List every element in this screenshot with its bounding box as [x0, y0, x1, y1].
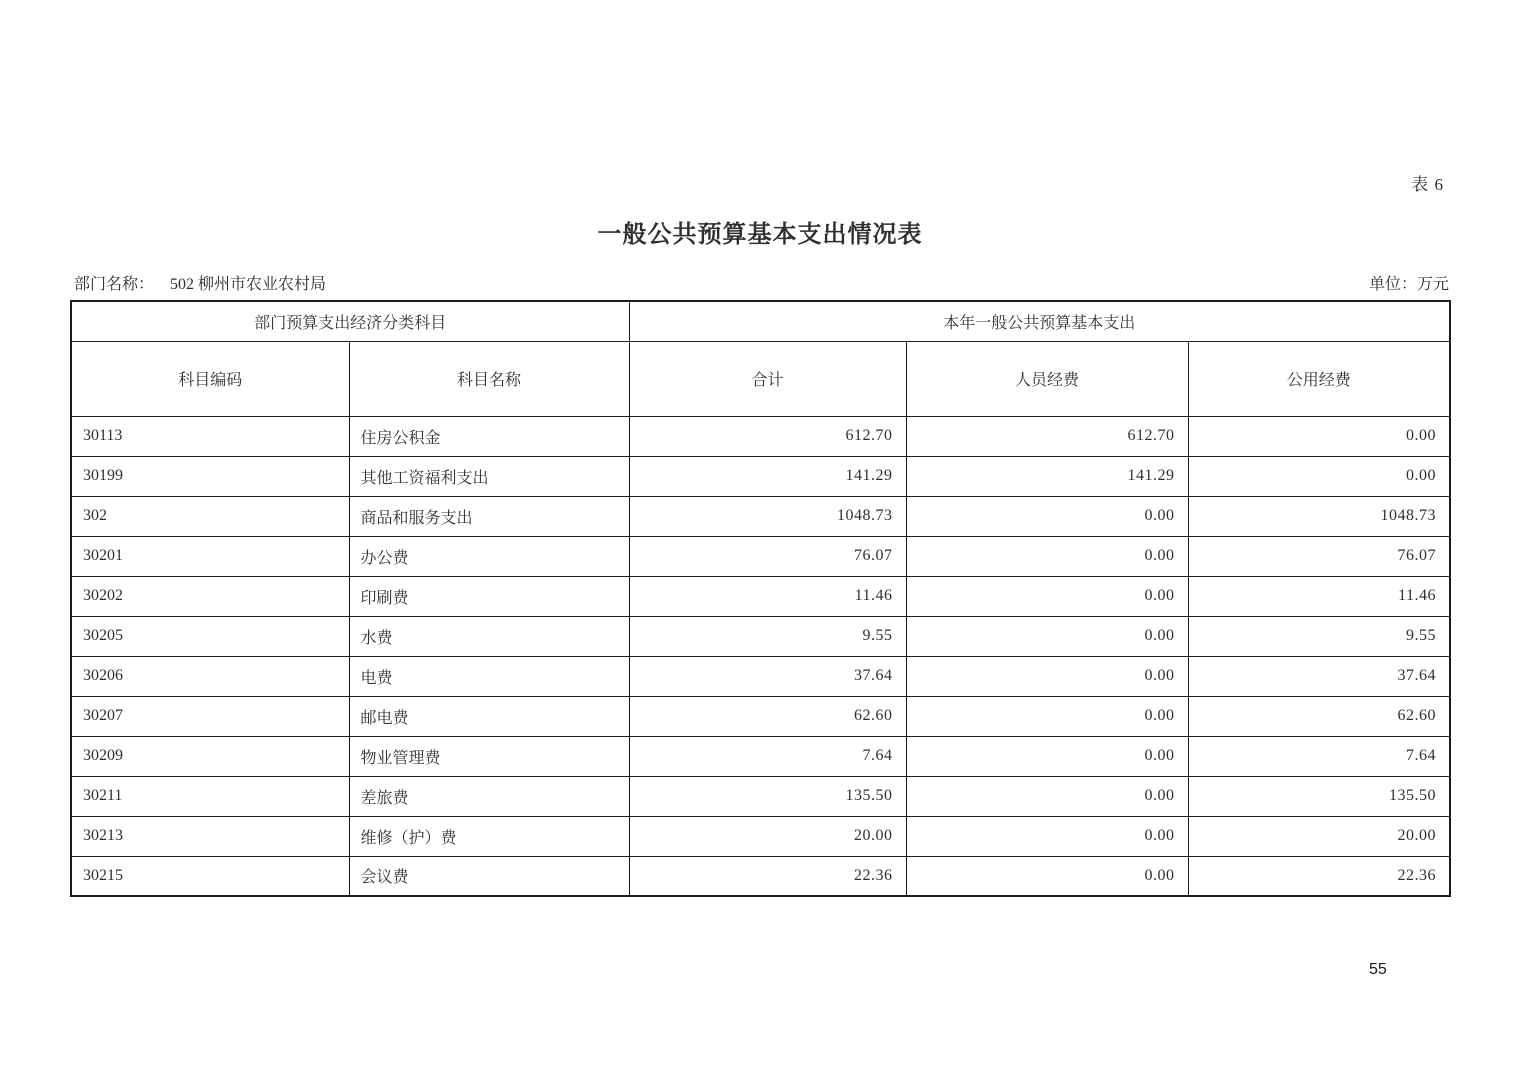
cell-personnel-funds: 0.00	[906, 736, 1188, 776]
cell-personnel-funds: 0.00	[906, 536, 1188, 576]
cell-subject-name: 维修（护）费	[349, 816, 629, 856]
cell-personnel-funds: 0.00	[906, 776, 1188, 816]
table-number-label: 表 6	[1411, 175, 1444, 194]
cell-public-funds: 9.55	[1188, 616, 1450, 656]
cell-personnel-funds: 0.00	[906, 696, 1188, 736]
cell-total: 7.64	[629, 736, 906, 776]
column-header-subject-code: 科目编码	[71, 341, 349, 416]
department-name	[74, 271, 326, 294]
cell-subject-code: 30213	[71, 816, 349, 856]
group-header-row	[71, 301, 1450, 341]
group-header-current-year-expenditure: 本年一般公共预算基本支出	[629, 301, 1450, 341]
cell-total: 76.07	[629, 536, 906, 576]
table-row	[71, 536, 1450, 576]
cell-subject-name: 办公费	[349, 536, 629, 576]
cell-public-funds: 0.00	[1188, 456, 1450, 496]
cell-subject-code: 30113	[71, 416, 349, 456]
cell-public-funds: 20.00	[1188, 816, 1450, 856]
table-row	[71, 736, 1450, 776]
cell-subject-code: 30201	[71, 536, 349, 576]
budget-table	[70, 300, 1451, 897]
cell-total: 9.55	[629, 616, 906, 656]
table-row	[71, 496, 1450, 536]
cell-personnel-funds: 0.00	[906, 656, 1188, 696]
column-header-personnel-funds: 人员经费	[906, 341, 1188, 416]
cell-personnel-funds: 0.00	[906, 616, 1188, 656]
table-row	[71, 656, 1450, 696]
column-header-public-funds: 公用经费	[1188, 341, 1450, 416]
table-row	[71, 576, 1450, 616]
unit-label: 单位：万元	[1368, 276, 1449, 293]
cell-public-funds: 11.46	[1188, 576, 1450, 616]
cell-personnel-funds: 0.00	[906, 856, 1188, 896]
cell-public-funds: 37.64	[1188, 656, 1450, 696]
cell-total: 22.36	[629, 856, 906, 896]
meta-row	[74, 271, 1449, 294]
cell-subject-name: 印刷费	[349, 576, 629, 616]
cell-public-funds: 76.07	[1188, 536, 1450, 576]
cell-personnel-funds: 612.70	[906, 416, 1188, 456]
cell-public-funds: 7.64	[1188, 736, 1450, 776]
table-row	[71, 456, 1450, 496]
cell-subject-code: 30211	[71, 776, 349, 816]
cell-public-funds: 22.36	[1188, 856, 1450, 896]
cell-subject-name: 物业管理费	[349, 736, 629, 776]
table-row	[71, 856, 1450, 896]
cell-subject-name: 会议费	[349, 856, 629, 896]
cell-public-funds: 135.50	[1188, 776, 1450, 816]
page-title: 一般公共预算基本支出情况表	[597, 222, 923, 248]
table-row	[71, 816, 1450, 856]
table-body	[71, 416, 1450, 896]
cell-total: 62.60	[629, 696, 906, 736]
cell-personnel-funds: 141.29	[906, 456, 1188, 496]
cell-total: 135.50	[629, 776, 906, 816]
cell-personnel-funds: 0.00	[906, 816, 1188, 856]
cell-subject-name: 水费	[349, 616, 629, 656]
cell-subject-code: 30215	[71, 856, 349, 896]
department-value: 502 柳州市农业农村局	[170, 276, 327, 293]
cell-total: 612.70	[629, 416, 906, 456]
cell-subject-code: 30199	[71, 456, 349, 496]
cell-subject-code: 30209	[71, 736, 349, 776]
cell-total: 20.00	[629, 816, 906, 856]
cell-public-funds: 62.60	[1188, 696, 1450, 736]
cell-subject-name: 商品和服务支出	[349, 496, 629, 536]
cell-subject-code: 30207	[71, 696, 349, 736]
column-header-row	[71, 341, 1450, 416]
cell-subject-name: 住房公积金	[349, 416, 629, 456]
cell-subject-name: 电费	[349, 656, 629, 696]
cell-subject-name: 差旅费	[349, 776, 629, 816]
cell-public-funds: 0.00	[1188, 416, 1450, 456]
table-row	[71, 616, 1450, 656]
cell-subject-name: 邮电费	[349, 696, 629, 736]
cell-personnel-funds: 0.00	[906, 496, 1188, 536]
cell-subject-code: 302	[71, 496, 349, 536]
department-label: 部门名称：	[74, 276, 155, 293]
group-header-subject-classification: 部门预算支出经济分类科目	[71, 301, 629, 341]
table-row	[71, 696, 1450, 736]
cell-subject-name: 其他工资福利支出	[349, 456, 629, 496]
cell-personnel-funds: 0.00	[906, 576, 1188, 616]
cell-subject-code: 30206	[71, 656, 349, 696]
cell-total: 141.29	[629, 456, 906, 496]
page-number: 55	[1369, 961, 1387, 978]
cell-subject-code: 30202	[71, 576, 349, 616]
column-header-subject-name: 科目名称	[349, 341, 629, 416]
cell-total: 37.64	[629, 656, 906, 696]
cell-subject-code: 30205	[71, 616, 349, 656]
cell-total: 11.46	[629, 576, 906, 616]
table-row	[71, 776, 1450, 816]
column-header-total: 合计	[629, 341, 906, 416]
cell-total: 1048.73	[629, 496, 906, 536]
cell-public-funds: 1048.73	[1188, 496, 1450, 536]
table-row	[71, 416, 1450, 456]
